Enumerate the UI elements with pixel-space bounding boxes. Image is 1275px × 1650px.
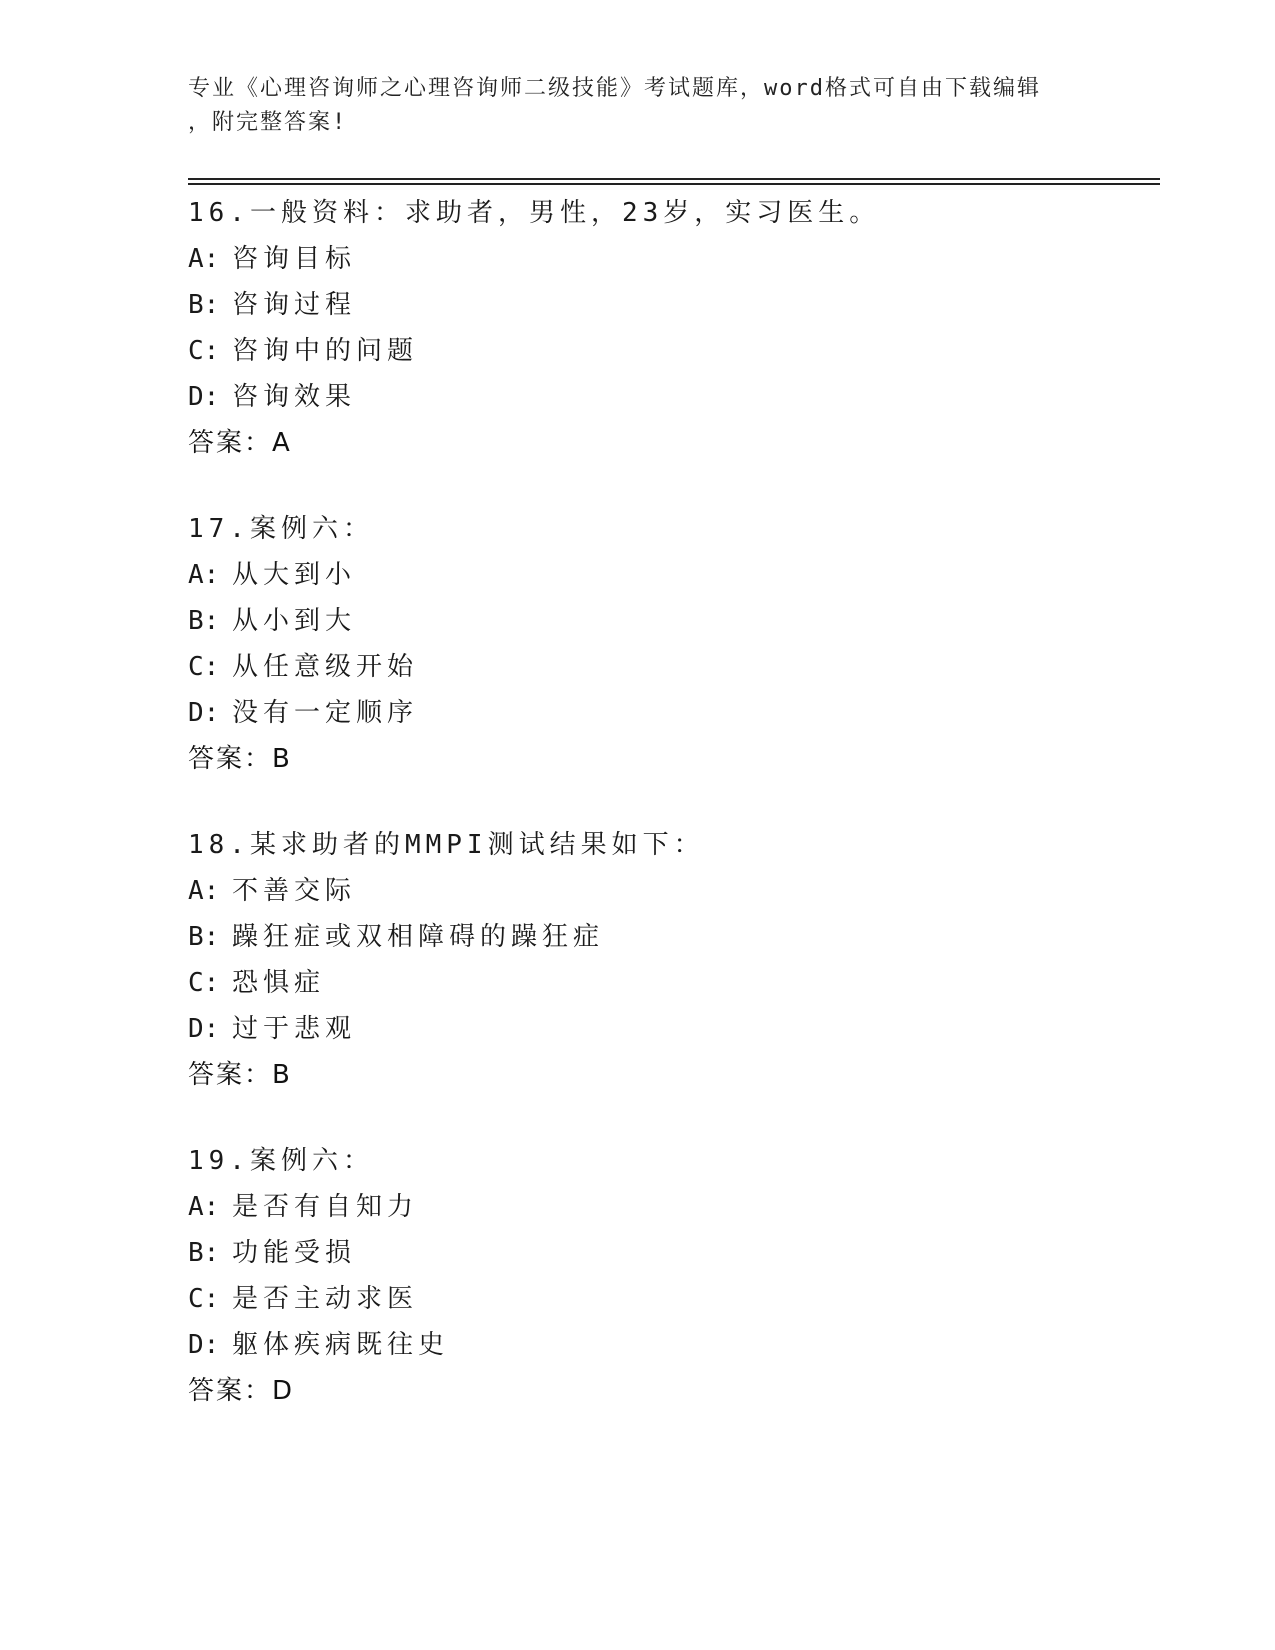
option-label: D: [188, 1014, 220, 1044]
option-c [188, 644, 1148, 690]
option-label: C: [188, 336, 220, 366]
option-b [188, 282, 1148, 328]
option-c [188, 960, 1148, 1006]
option-label: A: [188, 560, 220, 590]
option-text: 躯体疾病既往史 [232, 1330, 450, 1360]
option-a [188, 236, 1148, 282]
option-text: 咨询效果 [232, 382, 357, 412]
option-b [188, 914, 1148, 960]
question-19 [188, 1138, 1148, 1414]
answer-line: 答案：A [188, 428, 292, 458]
option-label: A: [188, 1192, 220, 1222]
option-label: C: [188, 1284, 220, 1314]
option-label: C: [188, 652, 220, 682]
option-text: 过于悲观 [232, 1014, 357, 1044]
option-label: B: [188, 290, 220, 320]
option-label: C: [188, 968, 220, 998]
answer-line: 答案：D [188, 1376, 295, 1406]
document-header [188, 72, 1068, 140]
option-text: 从大到小 [232, 560, 357, 590]
header-line-2: ，附完整答案! [188, 110, 348, 135]
option-text: 咨询中的问题 [232, 336, 419, 366]
option-a [188, 1184, 1148, 1230]
answer-line: 答案：B [188, 744, 292, 774]
option-a [188, 868, 1148, 914]
option-label: D: [188, 382, 220, 412]
option-text: 咨询目标 [232, 244, 357, 274]
question-stem: 19.案例六： [188, 1146, 374, 1176]
option-label: B: [188, 922, 220, 952]
option-text: 是否有自知力 [232, 1192, 419, 1222]
option-text: 从小到大 [232, 606, 357, 636]
option-b [188, 598, 1148, 644]
header-divider-top [188, 178, 1160, 180]
option-d [188, 1006, 1148, 1052]
option-label: A: [188, 876, 220, 906]
option-c [188, 328, 1148, 374]
option-text: 从任意级开始 [232, 652, 419, 682]
option-text: 是否主动求医 [232, 1284, 419, 1314]
option-d [188, 1322, 1148, 1368]
option-text: 功能受损 [232, 1238, 357, 1268]
option-label: D: [188, 698, 220, 728]
option-label: B: [188, 606, 220, 636]
option-label: B: [188, 1238, 220, 1268]
question-stem: 16.一般资料：求助者，男性，23岁，实习医生。 [188, 198, 881, 228]
option-label: D: [188, 1330, 220, 1360]
question-stem: 18.某求助者的MMPI测试结果如下： [188, 830, 705, 860]
option-d [188, 374, 1148, 420]
option-text: 恐惧症 [232, 968, 326, 998]
header-line-1: 专业《心理咨询师之心理咨询师二级技能》考试题库，word格式可自由下载编辑 [188, 76, 1041, 101]
option-c [188, 1276, 1148, 1322]
question-18 [188, 822, 1148, 1098]
option-b [188, 1230, 1148, 1276]
option-text: 咨询过程 [232, 290, 357, 320]
option-a [188, 552, 1148, 598]
option-d [188, 690, 1148, 736]
option-text: 没有一定顺序 [232, 698, 419, 728]
header-divider-bottom [188, 183, 1160, 185]
option-label: A: [188, 244, 220, 274]
question-16 [188, 190, 1148, 466]
question-stem: 17.案例六： [188, 514, 374, 544]
option-text: 不善交际 [232, 876, 357, 906]
question-17 [188, 506, 1148, 782]
answer-line: 答案：B [188, 1060, 292, 1090]
option-text: 躁狂症或双相障碍的躁狂症 [232, 922, 605, 952]
